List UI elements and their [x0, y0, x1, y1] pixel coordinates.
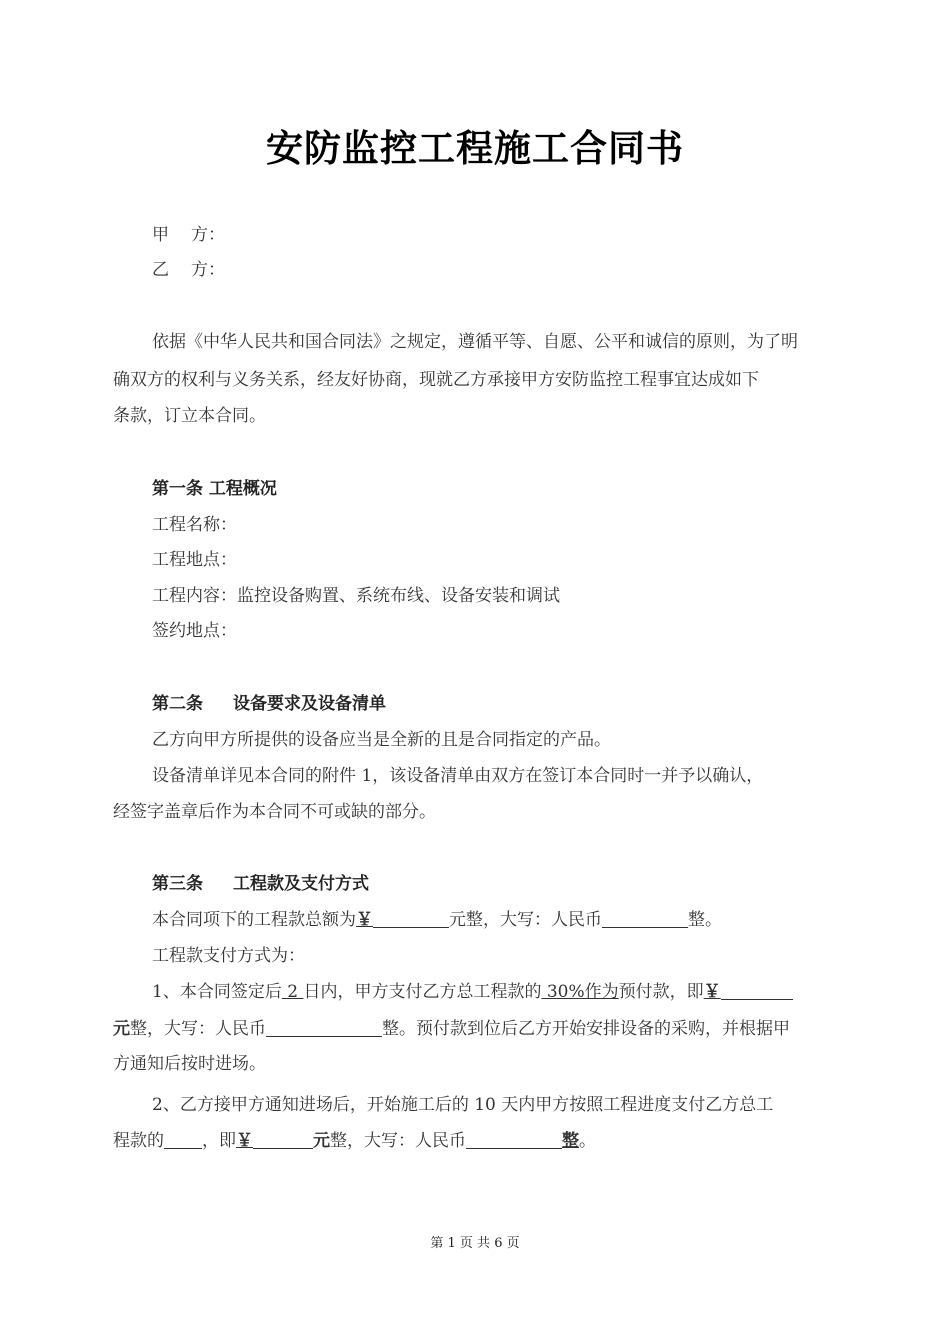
article-1-heading: 第一条 工程概况 — [152, 479, 277, 499]
item-1-text-d: 整，大写：人民币 — [130, 1019, 266, 1039]
progress-percentage-blank[interactable] — [164, 1130, 202, 1149]
signing-location-field: 签约地点： — [152, 621, 237, 641]
payment-item-2-line-1: 2、乙方接甲方通知进场后，开始施工后的 10 天内甲方按照工程进度支付乙方总工 — [152, 1095, 774, 1115]
article-2-heading — [152, 692, 386, 716]
advance-amount-words-blank[interactable] — [266, 1018, 382, 1037]
progress-amount-blank[interactable] — [253, 1130, 313, 1149]
currency-symbol: ￥ — [703, 982, 721, 1002]
item-2-text-a: 程款的 — [113, 1131, 164, 1151]
project-content-field: 工程内容：监控设备购置、系统布线、设备安装和调试 — [152, 586, 560, 606]
document-title: 安防监控工程施工合同书 — [266, 127, 684, 170]
article-3-title: 工程款及支付方式 — [233, 874, 369, 894]
item-1-text-e: 整。预付款到位后乙方开始安排设备的采购，并根据甲 — [382, 1019, 790, 1039]
total-amount-line — [152, 908, 722, 932]
article-3-number: 第三条 — [152, 874, 203, 894]
advance-days: 2 — [281, 982, 304, 1002]
progress-amount-words-blank[interactable] — [466, 1130, 562, 1149]
article-2-paragraph-2-line-2: 经签字盖章后作为本合同不可或缺的部分。 — [113, 802, 436, 822]
project-location-field: 工程地点： — [152, 550, 237, 570]
party-b-colon: 方： — [191, 260, 225, 280]
total-prefix: 本合同项下的工程款总额为 — [152, 910, 356, 930]
item-2-text-b: ，即 — [202, 1131, 236, 1151]
party-b-label: 乙 — [152, 260, 169, 280]
preamble-line-1: 依据《中华人民共和国合同法》之规定，遵循平等、自愿、公平和诚信的原则，为了明 — [152, 332, 798, 352]
article-2-title: 设备要求及设备清单 — [233, 694, 386, 714]
article-2-paragraph-2-line-1: 设备清单详见本合同的附件 1，该设备清单由双方在签订本合同时一并予以确认， — [152, 766, 764, 786]
article-2-paragraph-1: 乙方向甲方所提供的设备应当是全新的且是合同指定的产品。 — [152, 730, 611, 750]
total-amount-words-blank[interactable] — [602, 909, 688, 928]
party-a-colon: 方： — [191, 225, 225, 245]
item-1-text-c: 预付款，即 — [618, 982, 704, 1002]
advance-amount-blank[interactable] — [721, 981, 793, 1000]
advance-percentage: 30%作为 — [541, 982, 619, 1002]
zheng-label: 整 — [562, 1131, 579, 1151]
party-a-line — [152, 223, 225, 247]
party-a-label: 甲 — [152, 225, 169, 245]
payment-item-2-line-2 — [113, 1129, 596, 1153]
payment-item-1-line-2 — [113, 1017, 790, 1041]
currency-symbol: ￥ — [356, 910, 373, 930]
preamble-line-2: 确双方的权利与义务关系，经友好协商，现就乙方承接甲方安防监控工程事宜达成如下 — [113, 370, 759, 390]
total-suffix: 整。 — [688, 910, 722, 930]
yuan-label: 元 — [113, 1019, 130, 1039]
article-3-heading — [152, 872, 369, 896]
project-name-field: 工程名称： — [152, 515, 237, 535]
page-footer: 第 1 页 共 6 页 — [430, 1236, 520, 1251]
party-b-line — [152, 258, 225, 282]
total-mid: 元整，大写：人民币 — [449, 910, 602, 930]
preamble-line-3: 条款，订立本合同。 — [113, 406, 266, 426]
item-1-text-a: 1、本合同签定后 — [152, 982, 282, 1002]
article-2-number: 第二条 — [152, 694, 203, 714]
payment-method-label: 工程款支付方式为： — [152, 946, 305, 966]
item-2-end: 。 — [579, 1131, 596, 1151]
payment-item-1-line-1 — [152, 980, 793, 1004]
total-amount-blank[interactable] — [373, 909, 449, 928]
yuan-label: 元 — [313, 1131, 330, 1151]
currency-symbol: ￥ — [236, 1131, 253, 1151]
payment-item-1-line-3: 方通知后按时进场。 — [113, 1054, 266, 1074]
item-2-text-c: 整，大写：人民币 — [330, 1131, 466, 1151]
item-1-text-b: 日内，甲方支付乙方总工程款的 — [303, 982, 542, 1002]
